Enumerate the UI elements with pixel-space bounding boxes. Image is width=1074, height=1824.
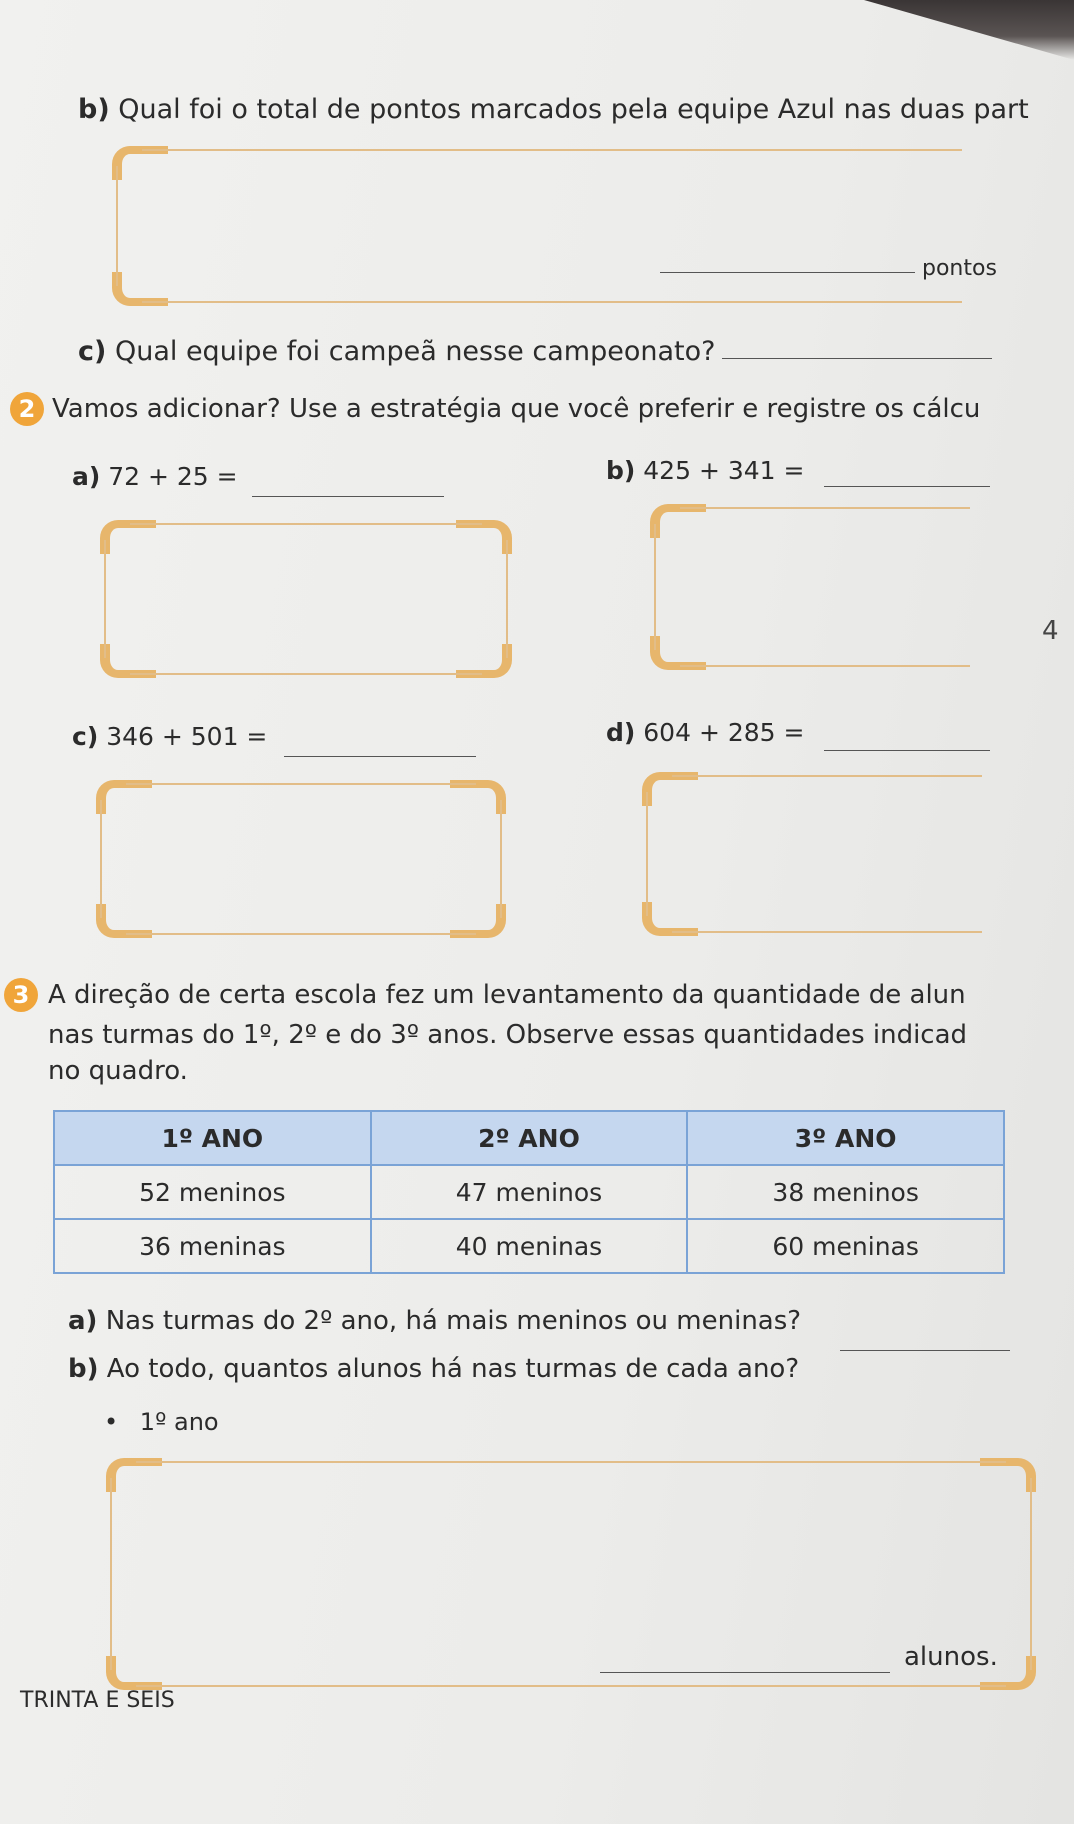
- table-header-row: [54, 1111, 1004, 1165]
- answer-line-q2c[interactable]: [284, 756, 476, 757]
- answer-line-q2a[interactable]: [252, 496, 444, 497]
- q1b-text: Qual foi o total de pontos marcados pela equipe Azul nas duas part: [118, 94, 1029, 125]
- q1c-line: [78, 336, 715, 367]
- q1c-label: c): [78, 336, 107, 367]
- table-header: 2º ANO: [371, 1111, 688, 1165]
- students-table: [53, 1110, 1005, 1274]
- table-row: [54, 1165, 1004, 1219]
- table-row: [54, 1219, 1004, 1273]
- q3-number-badge: 3: [4, 978, 38, 1012]
- answer-box-q1b[interactable]: [112, 146, 992, 306]
- q2c-label: c): [72, 722, 99, 751]
- q2a: [72, 462, 238, 491]
- q2b: [606, 456, 804, 485]
- q1b-line: [78, 94, 1029, 125]
- q2-number-badge: 2: [10, 392, 44, 426]
- answer-box-q2c[interactable]: [96, 780, 506, 938]
- bullet-item-1st-year: [104, 1408, 219, 1436]
- q3a-line: [68, 1306, 801, 1336]
- table-header: 3º ANO: [687, 1111, 1004, 1165]
- q2c: [72, 722, 267, 751]
- q2a-label: a): [72, 462, 101, 491]
- q2b-expr: 425 + 341 =: [643, 456, 805, 485]
- answer-line-q2d[interactable]: [824, 750, 990, 751]
- answer-box-q2a[interactable]: [100, 520, 512, 678]
- answer-line-q1b[interactable]: [660, 272, 915, 273]
- q2d-label: d): [606, 718, 636, 747]
- q2-text: Vamos adicionar? Use a estratégia que você preferir e registre os cálcu: [52, 394, 981, 424]
- q3a-label: a): [68, 1306, 98, 1336]
- table-cell: 38 meninos: [687, 1165, 1004, 1219]
- q1b-label: b): [78, 94, 110, 125]
- table-cell: 40 meninas: [371, 1219, 688, 1273]
- table-cell: 47 meninos: [371, 1165, 688, 1219]
- q2b-label: b): [606, 456, 636, 485]
- q1b-unit: pontos: [922, 256, 997, 281]
- q2c-expr: 346 + 501 =: [106, 722, 268, 751]
- bullet-label: 1º ano: [139, 1408, 219, 1436]
- bullet-dot-icon: •: [104, 1408, 119, 1436]
- q2d-expr: 604 + 285 =: [643, 718, 805, 747]
- q2a-expr: 72 + 25 =: [108, 462, 238, 491]
- q3b-line: [68, 1354, 799, 1384]
- q3a-text: Nas turmas do 2º ano, há mais meninos ou meninas?: [105, 1306, 802, 1336]
- handwritten-note: 4: [1042, 616, 1059, 646]
- answer-line-q1c[interactable]: [722, 358, 992, 359]
- table-cell: 36 meninas: [54, 1219, 371, 1273]
- answer-box-q2b[interactable]: [650, 504, 1000, 670]
- answer-line-q2b[interactable]: [824, 486, 990, 487]
- page-number-word: TRINTA E SEIS: [20, 1688, 175, 1713]
- q1c-text: Qual equipe foi campeã nesse campeonato?: [114, 336, 716, 367]
- q3-text-line2: nas turmas do 1º, 2º e do 3º anos. Observe essas quantidades indicad: [48, 1020, 968, 1050]
- answer-box-q3b[interactable]: [106, 1458, 1036, 1690]
- answer-box-q2d[interactable]: [642, 772, 1012, 936]
- q3b-text: Ao todo, quantos alunos há nas turmas de cada ano?: [106, 1354, 800, 1384]
- q2d: [606, 718, 804, 747]
- q3b-label: b): [68, 1354, 99, 1384]
- q3-text-line1: A direção de certa escola fez um levantamento da quantidade de alun: [48, 980, 966, 1010]
- page-corner-shadow: [864, 0, 1074, 60]
- answer-line-q3b[interactable]: [600, 1672, 890, 1673]
- answer-line-q3a[interactable]: [840, 1350, 1010, 1351]
- q3-text-line3: no quadro.: [48, 1056, 188, 1086]
- table-cell: 52 meninos: [54, 1165, 371, 1219]
- q3b-unit: alunos.: [904, 1642, 998, 1672]
- table-header: 1º ANO: [54, 1111, 371, 1165]
- table-cell: 60 meninas: [687, 1219, 1004, 1273]
